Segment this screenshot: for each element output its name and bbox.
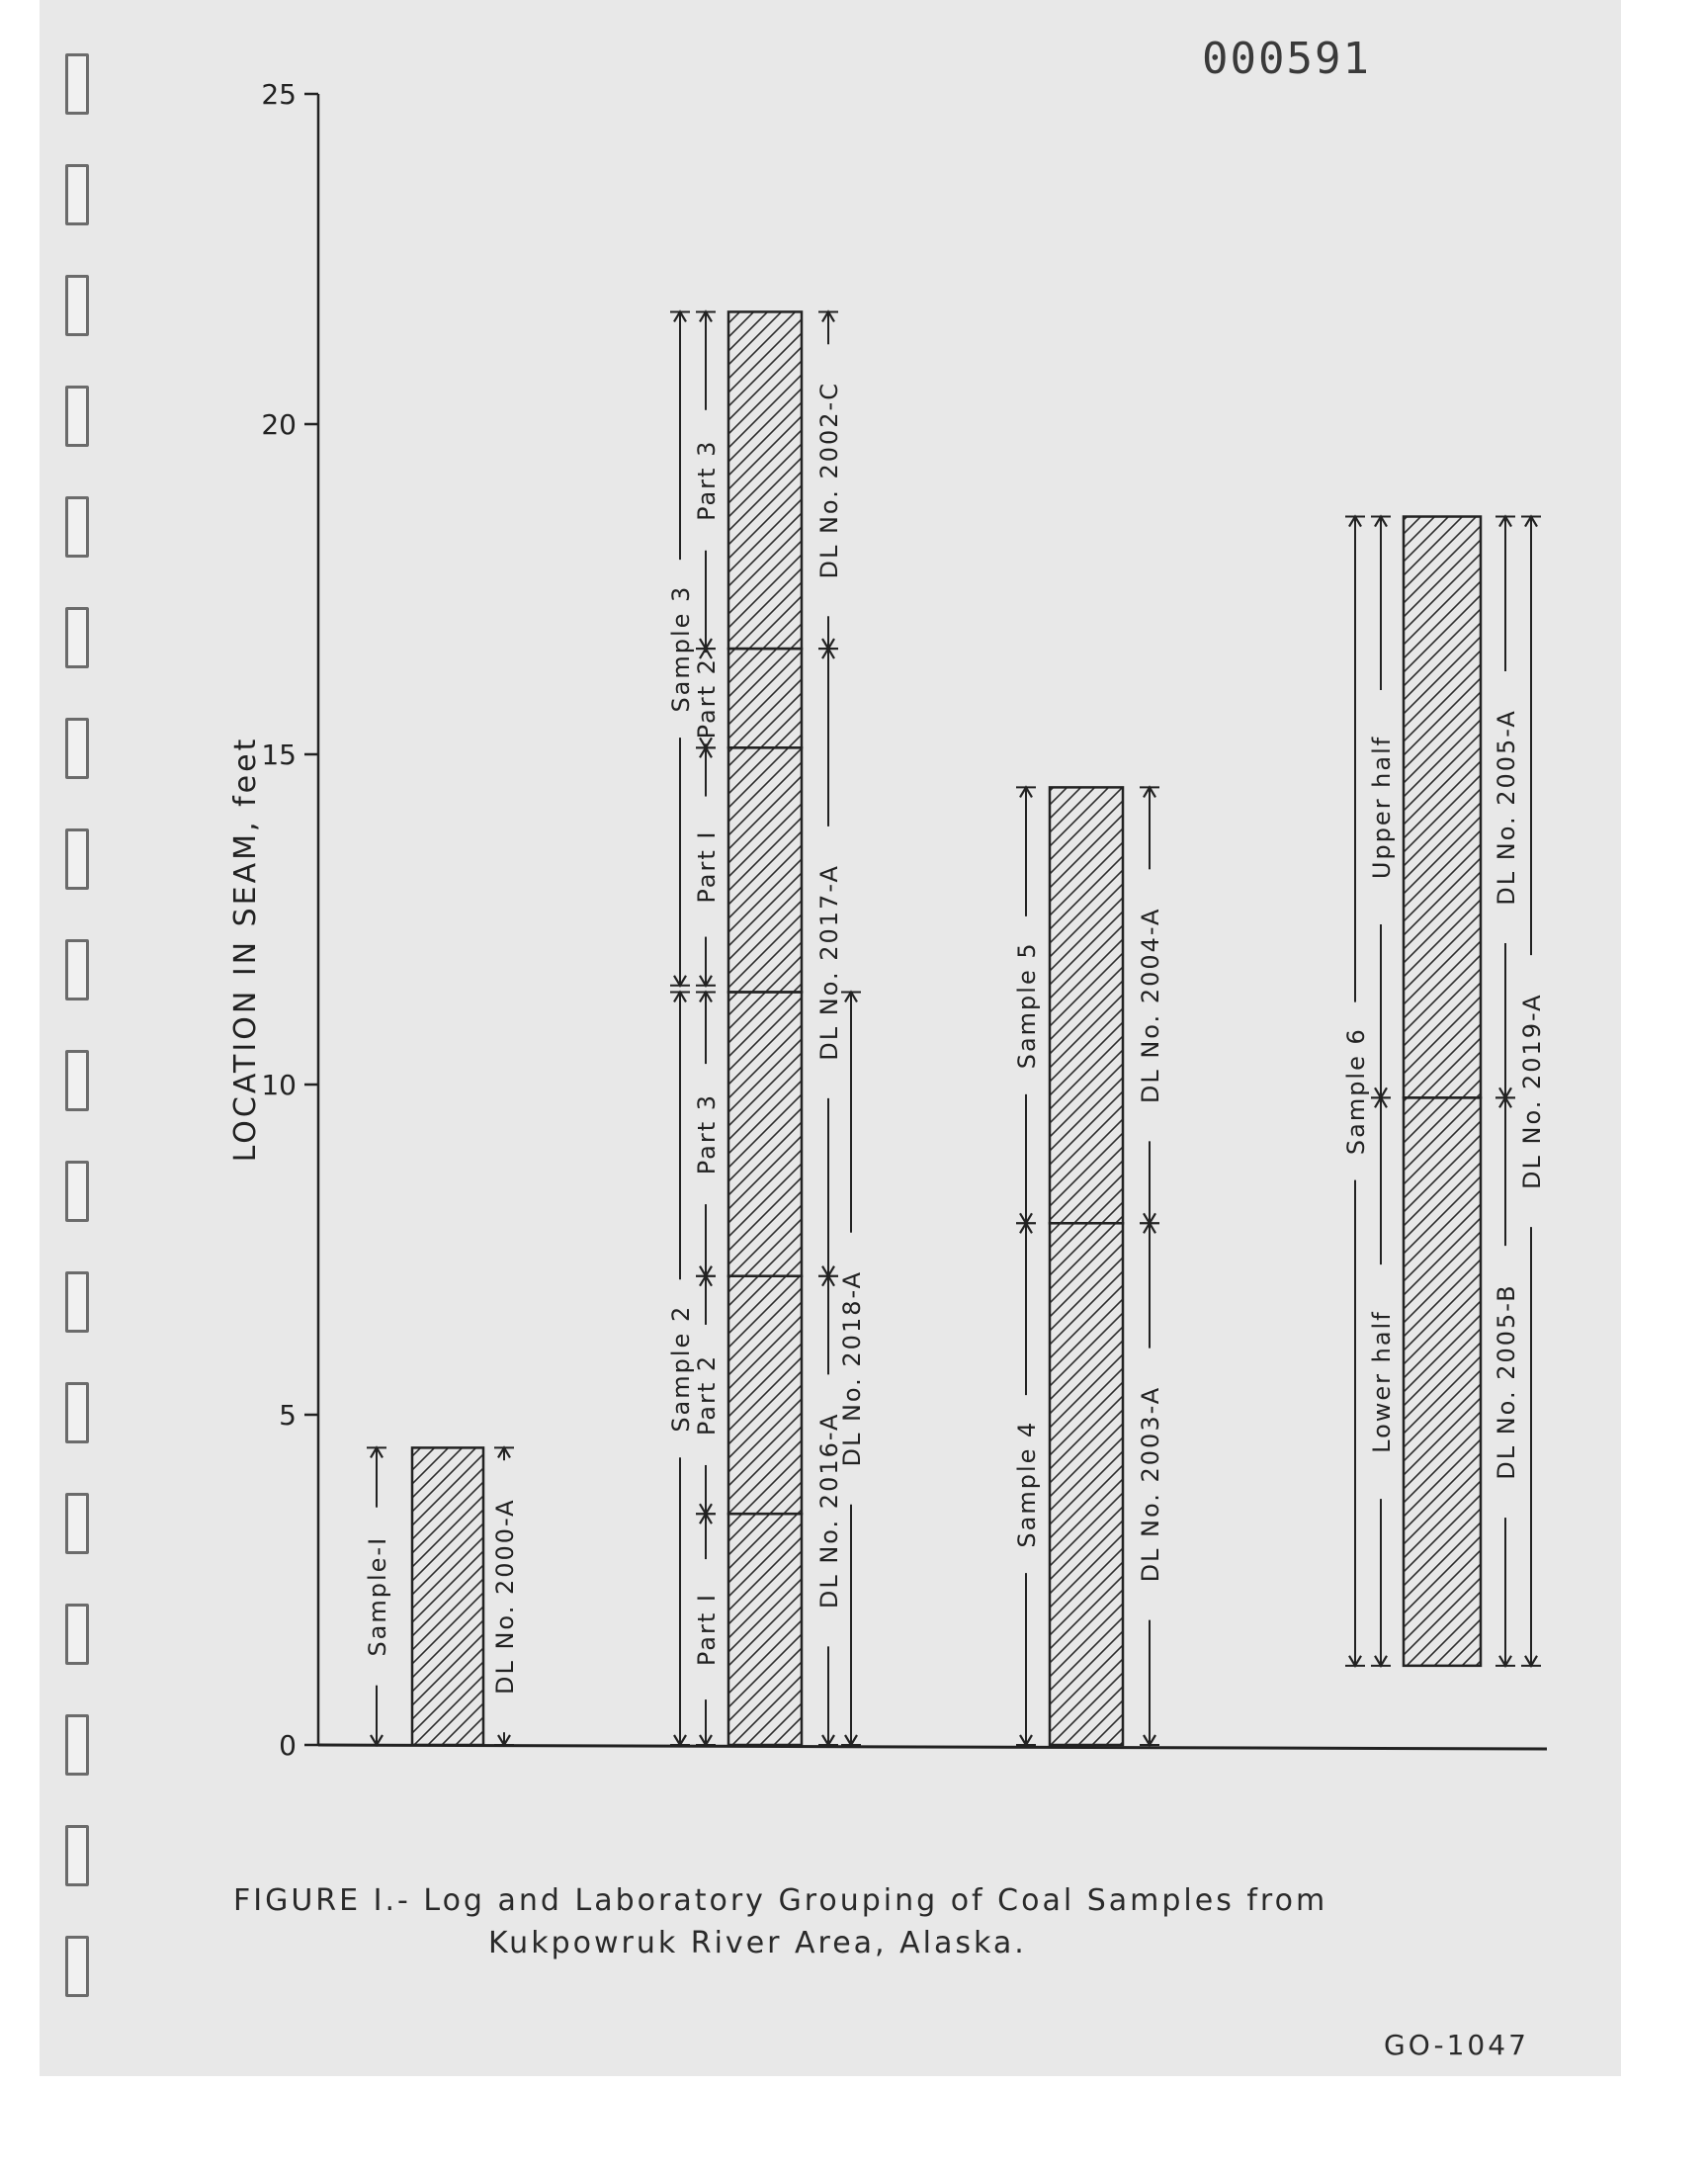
bracket-label: DL No. 2000-A — [491, 1498, 519, 1695]
bracket — [693, 747, 721, 985]
bracket-label: Sample 3 — [667, 584, 695, 713]
bracket-label: DL No. 2004-A — [1137, 907, 1164, 1104]
bracket — [693, 1276, 721, 1514]
bracket — [1013, 787, 1041, 1223]
figure-caption-line-2: Kukpowruk River Area, Alaska. — [488, 1926, 1027, 1960]
document-number: 000591 — [1202, 34, 1371, 84]
bracket-label: Part I — [693, 1593, 721, 1667]
bracket-label: DL No. 2005-B — [1493, 1283, 1520, 1480]
bracket — [1137, 1223, 1164, 1745]
y-axis-label: LOCATION IN SEAM, feet — [228, 736, 263, 1163]
bracket-label: Sample 2 — [667, 1304, 695, 1433]
y-tick-label: 0 — [279, 1729, 297, 1762]
coal-columns — [412, 311, 1481, 1745]
coal-segment — [728, 311, 802, 649]
bracket — [1493, 1097, 1520, 1665]
coal-column — [1050, 787, 1123, 1745]
bracket — [1493, 517, 1520, 1098]
coal-segment — [728, 747, 802, 992]
coal-segment — [1050, 787, 1123, 1223]
bracket — [1368, 1097, 1396, 1665]
sample-brackets — [364, 311, 1546, 1745]
bracket-label: Part 3 — [693, 1092, 721, 1175]
coal-segment — [1404, 517, 1481, 1098]
bracket — [693, 1514, 721, 1745]
bracket — [693, 992, 721, 1275]
coal-segment — [412, 1447, 483, 1745]
bracket-label: Part 2 — [693, 1353, 721, 1436]
bracket-label: Sample-I — [364, 1535, 391, 1657]
bracket — [1518, 517, 1546, 1666]
bracket-label: Part I — [693, 829, 721, 904]
coal-segment — [1050, 1223, 1123, 1745]
bracket-label: DL No. 2002-C — [815, 382, 843, 579]
coal-segment — [728, 1276, 802, 1514]
bracket — [838, 992, 866, 1745]
bracket — [693, 649, 721, 747]
bracket-label: Upper half — [1368, 735, 1396, 880]
bracket — [1342, 517, 1370, 1666]
y-tick-label: 15 — [261, 739, 297, 771]
bracket-label: DL No. 2017-A — [815, 864, 843, 1061]
bracket — [815, 311, 843, 649]
bracket — [491, 1447, 519, 1745]
bracket — [1013, 1223, 1041, 1745]
bracket — [1137, 787, 1164, 1223]
coal-segment — [728, 992, 802, 1275]
bracket — [815, 649, 843, 1276]
y-tick-label: 5 — [279, 1399, 297, 1432]
bracket-label: DL No. 2016-A — [815, 1412, 843, 1610]
coal-segment — [728, 649, 802, 747]
bracket-label: Sample 5 — [1013, 941, 1041, 1070]
bracket-label: Part 2 — [693, 657, 721, 740]
bracket-label: DL No. 2019-A — [1518, 993, 1546, 1189]
bracket — [693, 311, 721, 649]
coal-segment — [728, 1514, 802, 1745]
bracket — [667, 992, 695, 1745]
bracket-label: Part 3 — [693, 439, 721, 521]
bracket — [667, 311, 695, 985]
bracket-label: DL No. 2003-A — [1137, 1385, 1164, 1583]
bracket-label: Sample 4 — [1013, 1420, 1041, 1548]
coal-column — [728, 311, 802, 1745]
y-tick-label: 10 — [261, 1069, 297, 1101]
coal-segment — [1404, 1097, 1481, 1665]
figure-caption-line-1: FIGURE I.- Log and Laboratory Grouping of Coal Samples from — [233, 1883, 1328, 1918]
bracket — [1368, 517, 1396, 1098]
report-code: GO-1047 — [1384, 2029, 1529, 2061]
bracket-label: Sample 6 — [1342, 1027, 1370, 1156]
y-tick-label: 20 — [261, 408, 297, 441]
y-tick-label: 25 — [261, 78, 297, 111]
bracket-label: DL No. 2018-A — [838, 1269, 866, 1467]
bracket-label: Lower half — [1368, 1310, 1396, 1453]
binder-hole — [65, 1936, 89, 1997]
bracket — [364, 1447, 391, 1745]
coal-column — [412, 1447, 483, 1745]
bracket-label: DL No. 2005-A — [1493, 709, 1520, 906]
coal-column — [1404, 517, 1481, 1666]
